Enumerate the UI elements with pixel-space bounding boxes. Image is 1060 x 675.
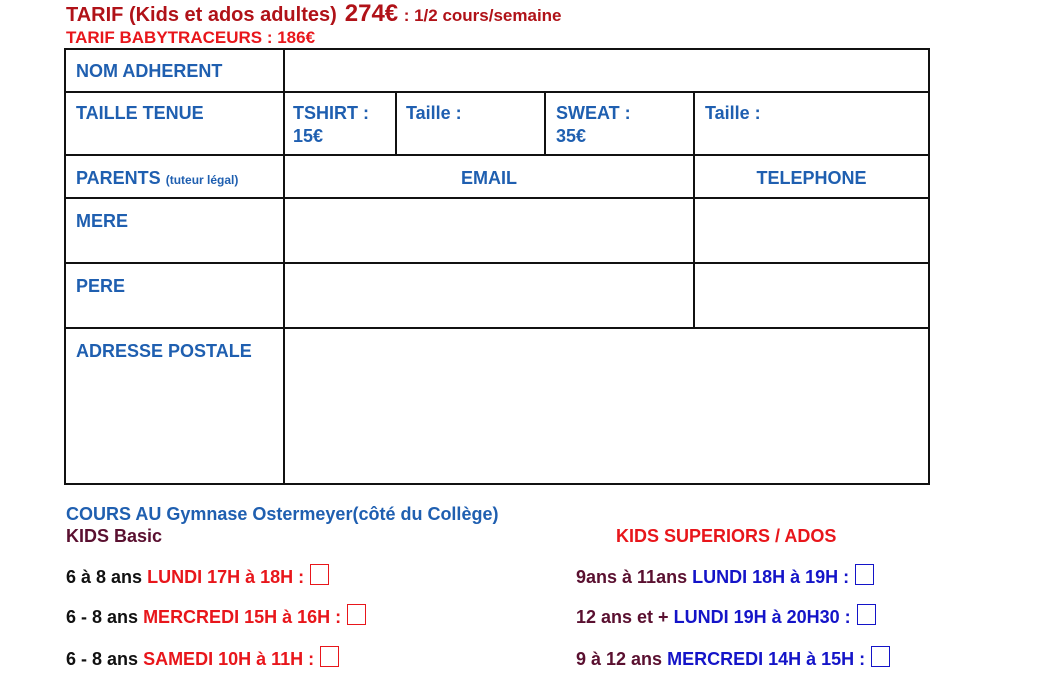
right-slot-1: [576, 564, 874, 588]
slot-label: MERCREDI 15H à 16H :: [143, 607, 342, 627]
sweat-taille-field[interactable]: Taille :: [705, 103, 761, 123]
parents-text: PARENTS: [76, 168, 161, 188]
age-label: 6 - 8 ans: [66, 607, 139, 627]
tarif-price: 274€: [344, 0, 399, 27]
left-slot-3: [66, 646, 339, 670]
checkbox[interactable]: [320, 646, 339, 667]
nom-adherent-field[interactable]: [290, 52, 922, 88]
checkbox[interactable]: [310, 564, 329, 585]
adresse-field[interactable]: [290, 332, 922, 478]
slot-label: SAMEDI 10H à 11H :: [143, 649, 315, 669]
kids-superiors-title: KIDS SUPERIORS / ADOS: [616, 526, 837, 546]
pere-label: PERE: [76, 276, 126, 296]
taille-tenue-label: TAILLE TENUE: [76, 103, 204, 123]
tshirt-price: 15€: [293, 126, 324, 146]
checkbox[interactable]: [857, 604, 876, 625]
slot-label: LUNDI 18H à 19H :: [692, 567, 850, 587]
slot-label: MERCREDI 14H à 15H :: [667, 649, 866, 669]
age-label: 6 - 8 ans: [66, 649, 139, 669]
pere-email-field[interactable]: [290, 267, 690, 323]
age-label: 9ans à 11ans: [576, 567, 688, 587]
kids-basic-title: KIDS Basic: [66, 526, 163, 546]
sweat-text: SWEAT :: [556, 103, 631, 123]
left-slot-1: [66, 564, 329, 588]
tarif-label: TARIF (Kids et ados adultes): [66, 4, 337, 26]
right-slot-3: [576, 646, 890, 670]
sweat-label[interactable]: [556, 102, 631, 148]
email-header: EMAIL: [461, 168, 517, 188]
right-slot-2: [576, 604, 876, 628]
slot-label: LUNDI 17H à 18H :: [147, 567, 305, 587]
tarif-line: [66, 0, 562, 28]
mere-telephone-field[interactable]: [700, 202, 924, 258]
adresse-label: ADRESSE POSTALE: [76, 341, 252, 361]
age-label: 6 à 8 ans: [66, 567, 143, 587]
nom-adherent-label: NOM ADHERENT: [76, 61, 223, 81]
checkbox[interactable]: [855, 564, 874, 585]
slot-label: LUNDI 19H à 20H30 :: [673, 607, 851, 627]
mere-label: MERE: [76, 211, 129, 231]
tshirt-taille-field[interactable]: Taille :: [406, 103, 462, 123]
sweat-price: 35€: [556, 126, 587, 146]
parents-note: (tuteur légal): [165, 173, 239, 187]
age-label: 12 ans et +: [576, 607, 669, 627]
age-label: 9 à 12 ans: [576, 649, 663, 669]
pere-telephone-field[interactable]: [700, 267, 924, 323]
parents-label: [76, 167, 238, 192]
left-slot-2: [66, 604, 366, 628]
checkbox[interactable]: [871, 646, 890, 667]
tarif-suffix: : 1/2 cours/semaine: [403, 6, 562, 25]
courses-heading: COURS AU Gymnase Ostermeyer(côté du Collège): [66, 504, 499, 524]
babytraceurs-tarif: TARIF BABYTRACEURS : 186€: [66, 28, 316, 47]
checkbox[interactable]: [347, 604, 366, 625]
tshirt-label[interactable]: [293, 102, 369, 148]
mere-email-field[interactable]: [290, 202, 690, 258]
telephone-header: TELEPHONE: [756, 168, 867, 188]
tshirt-text: TSHIRT :: [293, 103, 369, 123]
